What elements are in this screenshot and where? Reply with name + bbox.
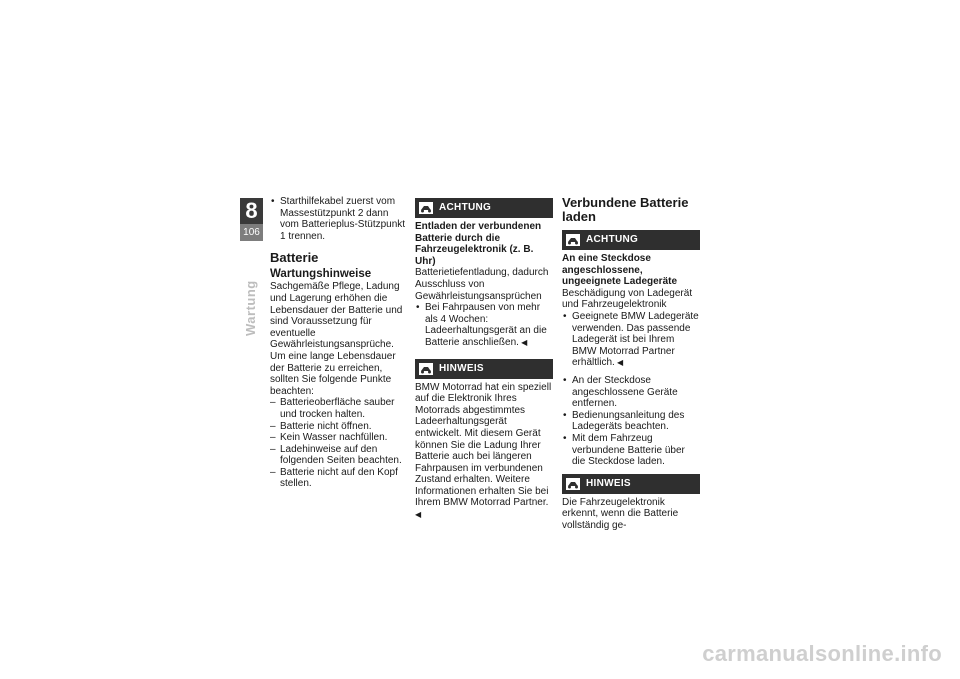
watermark: carmanualsonline.info xyxy=(702,641,942,666)
motorcycle-warning-icon xyxy=(419,202,433,214)
note-text: BMW Motorrad hat ein speziell auf die Elektronik Ihres Motorrads abgestimmtes Ladeerhaltungsgerät entwickelt. Mit diesem Gerät können Sie die Ladung Ihrer Batterie auch bei längeren Fahrpausen im verbundenen Zustand erhalten. Weitere Informationen erhalten Sie bei Ihrem BMW Motorrad Partner. ◀ xyxy=(415,382,553,521)
section-heading-verbundene-batterie-laden: Verbundene Batterie laden xyxy=(562,195,689,224)
page-number: 106 xyxy=(240,224,263,241)
note-label: HINWEIS xyxy=(586,477,631,489)
note-box xyxy=(562,474,700,494)
list-item: • Bedienungsanleitung des Ladegeräts beachten. xyxy=(562,410,700,433)
list-item: – Ladehinweise auf den folgenden Seiten beachten. xyxy=(270,444,408,467)
warning-label: ACHTUNG xyxy=(586,234,639,246)
warning-bullet: • Bei Fahrpausen von mehr als 4 Wochen: Ladeerhaltungsgerät an die Batterie anschließen. ◀ xyxy=(415,302,553,348)
list-item: – Kein Wasser nachfüllen. xyxy=(270,432,408,444)
list-item: – Batterie nicht öffnen. xyxy=(270,421,408,433)
subheading-wartungshinweise: Wartungshinweise xyxy=(270,268,372,281)
motorcycle-warning-icon xyxy=(566,234,580,246)
intro-bullet: • Starthilfekabel zuerst vom Massestützpunkt 2 dann vom Batterieplus-Stützpunkt 1 trennen. xyxy=(270,196,408,242)
warning-label: ACHTUNG xyxy=(439,202,492,214)
note-box xyxy=(415,359,553,379)
list-item: – Batterie nicht auf den Kopf stellen. xyxy=(270,467,408,490)
warning-title: Entladen der verbundenen Batterie durch die Fahrzeugelektronik (z. B. Uhr) xyxy=(415,221,542,267)
motorcycle-note-icon xyxy=(566,478,580,490)
list-item: – Batterieoberfläche sauber und trocken halten. xyxy=(270,397,408,420)
paragraph: Um eine lange Lebensdauer der Batterie zu erreichen, sollten Sie folgende Punkte beachten: xyxy=(270,350,396,397)
note-label: HINWEIS xyxy=(439,362,484,374)
warning-text: Beschädigung von Ladegerät und Fahrzeugelektronik xyxy=(562,287,693,311)
column-2 xyxy=(415,196,553,521)
chapter-number: 8 xyxy=(245,198,258,223)
warning-box xyxy=(562,230,700,250)
motorcycle-note-icon xyxy=(419,363,433,375)
column-1 xyxy=(270,196,408,490)
paragraph: Sachgemäße Pflege, Ladung und Lagerung erhöhen die Lebensdauer der Batterie und sind Voraussetzung für eventuelle Gewährleistungsansprüche. xyxy=(270,281,403,351)
warning-text: Batterietiefentladung, dadurch Ausschluss von Gewährleistungsansprüchen xyxy=(415,267,549,302)
warning-title: An eine Steckdose angeschlossene, ungeeignete Ladegeräte xyxy=(562,253,678,288)
column-3 xyxy=(562,196,700,531)
list-item: • Geeignete BMW Ladegeräte verwenden. Das passende Ladegerät ist bei Ihrem BMW Motorrad Partner erhältlich. ◀ xyxy=(562,311,700,369)
list-item: • An der Steckdose angeschlossene Geräte entfernen. xyxy=(562,375,700,410)
chapter-side-label: Wartung xyxy=(243,280,258,336)
chapter-tab xyxy=(240,198,263,241)
warning-box xyxy=(415,198,553,218)
note-text: Die Fahrzeugelektronik erkennt, wenn die Batterie vollständig ge- xyxy=(562,496,679,531)
list-item: • Mit dem Fahrzeug verbundene Batterie über die Steckdose laden. xyxy=(562,433,700,468)
section-heading-batterie: Batterie xyxy=(270,250,319,266)
